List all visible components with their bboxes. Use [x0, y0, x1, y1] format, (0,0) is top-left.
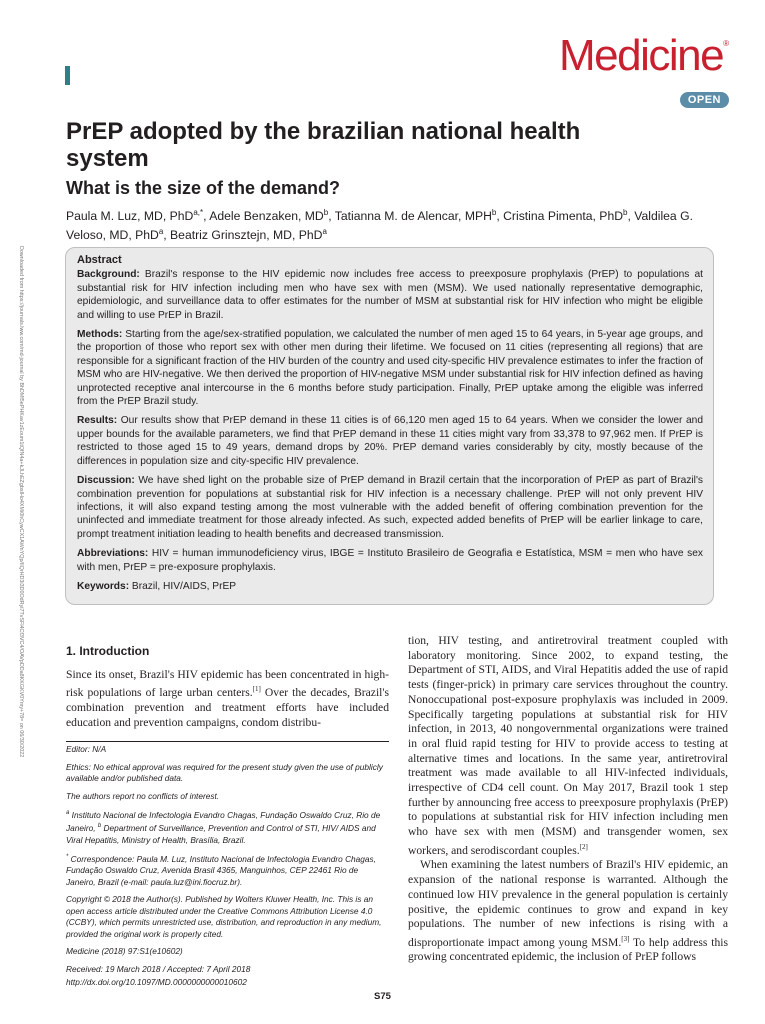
abstract-heading: Abstract	[77, 254, 122, 266]
abstract-results	[77, 414, 703, 468]
abstract-section-label: Methods:	[77, 329, 123, 341]
author-name: , Adele Benzaken, MD	[203, 209, 324, 224]
abstract-keywords	[77, 580, 703, 593]
abstract-section-text: Starting from the age/sex-stratified population, we calculated the number of men aged 15 to 64 years, in 5-year age groups, and the proportion of those who report sex with other men during their lifetime. We focused on 11 cities (representing all regions) that are responsible for a significant fraction of the HIV burden of the country and used city-specific HIV prevalence estimates to infer the fraction of MSM who are HIV-negative. We then derived the proportion of HIV-negative MSM under substantial risk for HIV infection defined as having unprotected receptive anal intercourse in the 6 months before study participation. Finally, PrEP uptake among the eligible was inferred from the PrEP Brazil study.	[77, 329, 703, 408]
body-paragraph	[408, 858, 728, 965]
author-affiliation-mark: b	[323, 208, 329, 217]
author-name: Paula M. Luz, MD, PhD	[66, 209, 194, 224]
abstract-abbreviations	[77, 547, 703, 574]
body-paragraph	[66, 668, 389, 731]
author-name: , Tatianna M. de Alencar, MPH	[328, 209, 492, 224]
author-name: , Cristina Pimenta, PhD	[496, 209, 624, 224]
correspondence-mark: *	[66, 854, 69, 861]
affiliation-mark: a	[66, 810, 70, 816]
citation-link[interactable]: [2]	[579, 842, 588, 851]
body-text: Since its onset, Brazil's HIV epidemic has been concentrated in high-risk populations of large urban centers.	[66, 667, 389, 700]
article-subtitle: What is the size of the demand?	[66, 178, 341, 198]
body-text: tion, HIV testing, and antiretroviral treatment coupled with laboratory monitoring. Since 2002, to expand testing, the Department of STI, AIDS, and Viral Hepatitis added the use of rapid tests (finger-prick) in primary care services throughout the country. Nonoccupational post-exposure prophylaxis was included in 2009. Specifically targeting populations at substantial risk for HIV infection, in 2013, 40 nongovernmental organizations were trained in oral fluid rapid testing for HIV to provide access to testing at alternative times and locations. In the same year, antiretroviral treatment was made available to all HIV-infected individuals, irrespective of CD4 cell count. On May 2017, Brazil took 1 step further by announcing free access to preexposure prophylaxis (PrEP) to populations at substantial risk for HIV infection including men who have sex with men (MSM) and transgender women, sex workers, and serodiscordant couples.	[408, 634, 729, 857]
author-affiliation-mark: b	[491, 208, 497, 217]
abstract-section-text: Our results show that PrEP demand in these 11 cities is of 66,120 men aged 15 to 64 years. When we consider the lower and upper bounds for the available parameters, we find that PrEP demand in these 11 cities might vary from 33,378 to 97,962 men. If PrEP is restricted to those aged 15 to 49 years, demand drops by 20%. PrEP demand varies considerably by city, mostly because of the differences in population size and city-specific HIV prevalence.	[77, 415, 703, 467]
abstract-section-text: Brazil, HIV/AIDS, PrEP	[129, 580, 237, 592]
footnote-dates: Received: 19 March 2018 / Accepted: 7 April 2018	[66, 963, 251, 974]
page-number: S75	[374, 991, 391, 1002]
affiliation-mark: b	[97, 823, 102, 830]
section-heading-introduction: 1. Introduction	[66, 644, 150, 658]
body-text: When examining the latest numbers of Brazil's HIV epidemic, an expansion of the national response is warranted. Although the continued low HIV prevalence in the general population is certainly positive, the epidemic continues to grow and expand in key populations. The number of new infections is rising with a disproportionate impact among young MSM.	[408, 858, 728, 949]
body-text: Over the decades, Brazil's combination prevention and treatment efforts have included education and prevention campaigns, condom distribu-	[66, 686, 389, 729]
abstract-box	[65, 247, 714, 605]
author-name: , Beatriz Grinsztejn, MD, PhD	[163, 228, 323, 243]
abstract-section-text: HIV = human immunodeficiency virus, IBGE = Instituto Brasileiro de Geografia e Estatística, MSM = men who have sex with men, PrEP = pre-exposure prophylaxis.	[77, 548, 703, 573]
author-name: , Valdilea G. Veloso, MD, PhD	[66, 209, 693, 243]
footnote-copyright: Copyright © 2018 the Author(s). Published by Wolters Kluwer Health, Inc. This is an open access article distributed under the Creative Commons Attribution License 4.0 (CCBY), which permits unrestricted use, distribution, and reproduction in any medium, provided the original work is properly cited.	[66, 894, 382, 939]
abstract-section-text: We have shed light on the probable size of PrEP demand in Brazil certain that the incorporation of PrEP as part of Brazil's combination prevention for populations at substantial risk for HIV infection is a necessary challenge. PrEP will not only prevent HIV infections, it will also expand testing among the most vulnerable with the added benefit of offering combination prevention for the uninfected and immediate treatment for those already infected. As such, expected added benefits of PrEP will be earlier linkage to care, prompt treatment initiation leading to health benefits and decreased transmission.	[77, 475, 703, 540]
footnote-editor: Editor: N/A	[66, 744, 107, 754]
affiliation-text: Instituto Nacional de Infectologia Evandro Chagas, Fundação Oswaldo Cruz, Rio de Janeiro,	[66, 809, 381, 834]
correspondence-text: Correspondence: Paula M. Luz, Instituto Nacional de Infectologia Evandro Chagas, Fundação Oswaldo Cruz, Avenida Brasil 4365, Manguinhos, CEP 22461 Rio de Janeiro, Brazil (e-mail: paula.luz@ini.fiocruz.br).	[66, 853, 376, 887]
download-note: Downloaded from https://journals.lww.com/md-journal by BhDMf5ePHKav1zEoum1tQfN4a+kJLhEZgbsIHo4XMi0hCywCX1AWnYQp/IlQrHD3i3D0OdRyi7TvSFl4Cf3VC4/OAVpDDa8KKGKV0Ymy+78= on 06/30/2022	[18, 246, 24, 758]
abstract-section-label: Background:	[77, 269, 140, 281]
footnote-conflicts: The authors report no conflicts of interest.	[66, 790, 220, 801]
footnote-doi-link[interactable]: http://dx.doi.org/10.1097/MD.0000000000010602	[66, 977, 247, 988]
author-affiliation-mark: a	[322, 227, 327, 237]
footnote-citation: Medicine (2018) 97:S1(e10602)	[66, 946, 183, 957]
body-column-left	[66, 644, 389, 730]
author-affiliation-mark: b	[623, 208, 628, 217]
footnote-affiliations	[66, 808, 389, 846]
footnote-correspondence	[66, 852, 389, 888]
journal-name: Medicine	[559, 31, 724, 80]
abstract-section-text: Brazil's response to the HIV epidemic now includes free access to preexposure prophylaxis (PrEP) to populations at substantial risk for HIV infection including men who have sex with men (MSM). We used nationally representative demographic, epidemiologic, and surveillance data to offer estimates for the number of MSM at substantial risk for HIV infection who might be eligible and willing to use PrEP in Brazil.	[77, 269, 703, 321]
author-affiliation-mark: a	[158, 227, 164, 237]
author-affiliation-mark: a,*	[193, 208, 204, 217]
registered-mark: ®	[723, 39, 729, 48]
abstract-discussion	[77, 474, 703, 541]
abstract-section-label: Results:	[77, 415, 118, 427]
journal-brand-bar	[65, 66, 70, 85]
body-paragraph	[408, 634, 728, 858]
abstract-section-label: Discussion:	[77, 475, 135, 487]
abstract-section-label: Keywords:	[77, 580, 130, 592]
body-column-right	[408, 634, 728, 965]
abstract-methods	[77, 328, 703, 408]
citation-link[interactable]: [3]	[621, 934, 630, 943]
footnote-ethics: Ethics: No ethical approval was required for the present study given the use of publicly available and/or published data.	[66, 761, 383, 783]
author-list	[66, 205, 706, 243]
citation-link[interactable]: [1]	[252, 685, 261, 694]
open-access-badge: OPEN	[680, 92, 729, 108]
footnote-divider	[66, 741, 389, 742]
article-title: PrEP adopted by the brazilian national health system	[66, 118, 581, 172]
body-text: To help address this growing concentrated epidemic, the inclusion of PrEP follows	[408, 935, 728, 964]
abstract-background	[77, 268, 703, 322]
footnotes	[66, 744, 389, 995]
journal-logo[interactable]	[559, 31, 729, 80]
affiliation-text: Department of Surveillance, Prevention and Control of STI, HIV/ AIDS and Viral Hepatitis, Ministry of Health, Brasília, Brazil.	[66, 823, 376, 845]
abstract-section-label: Abbreviations:	[77, 548, 149, 560]
